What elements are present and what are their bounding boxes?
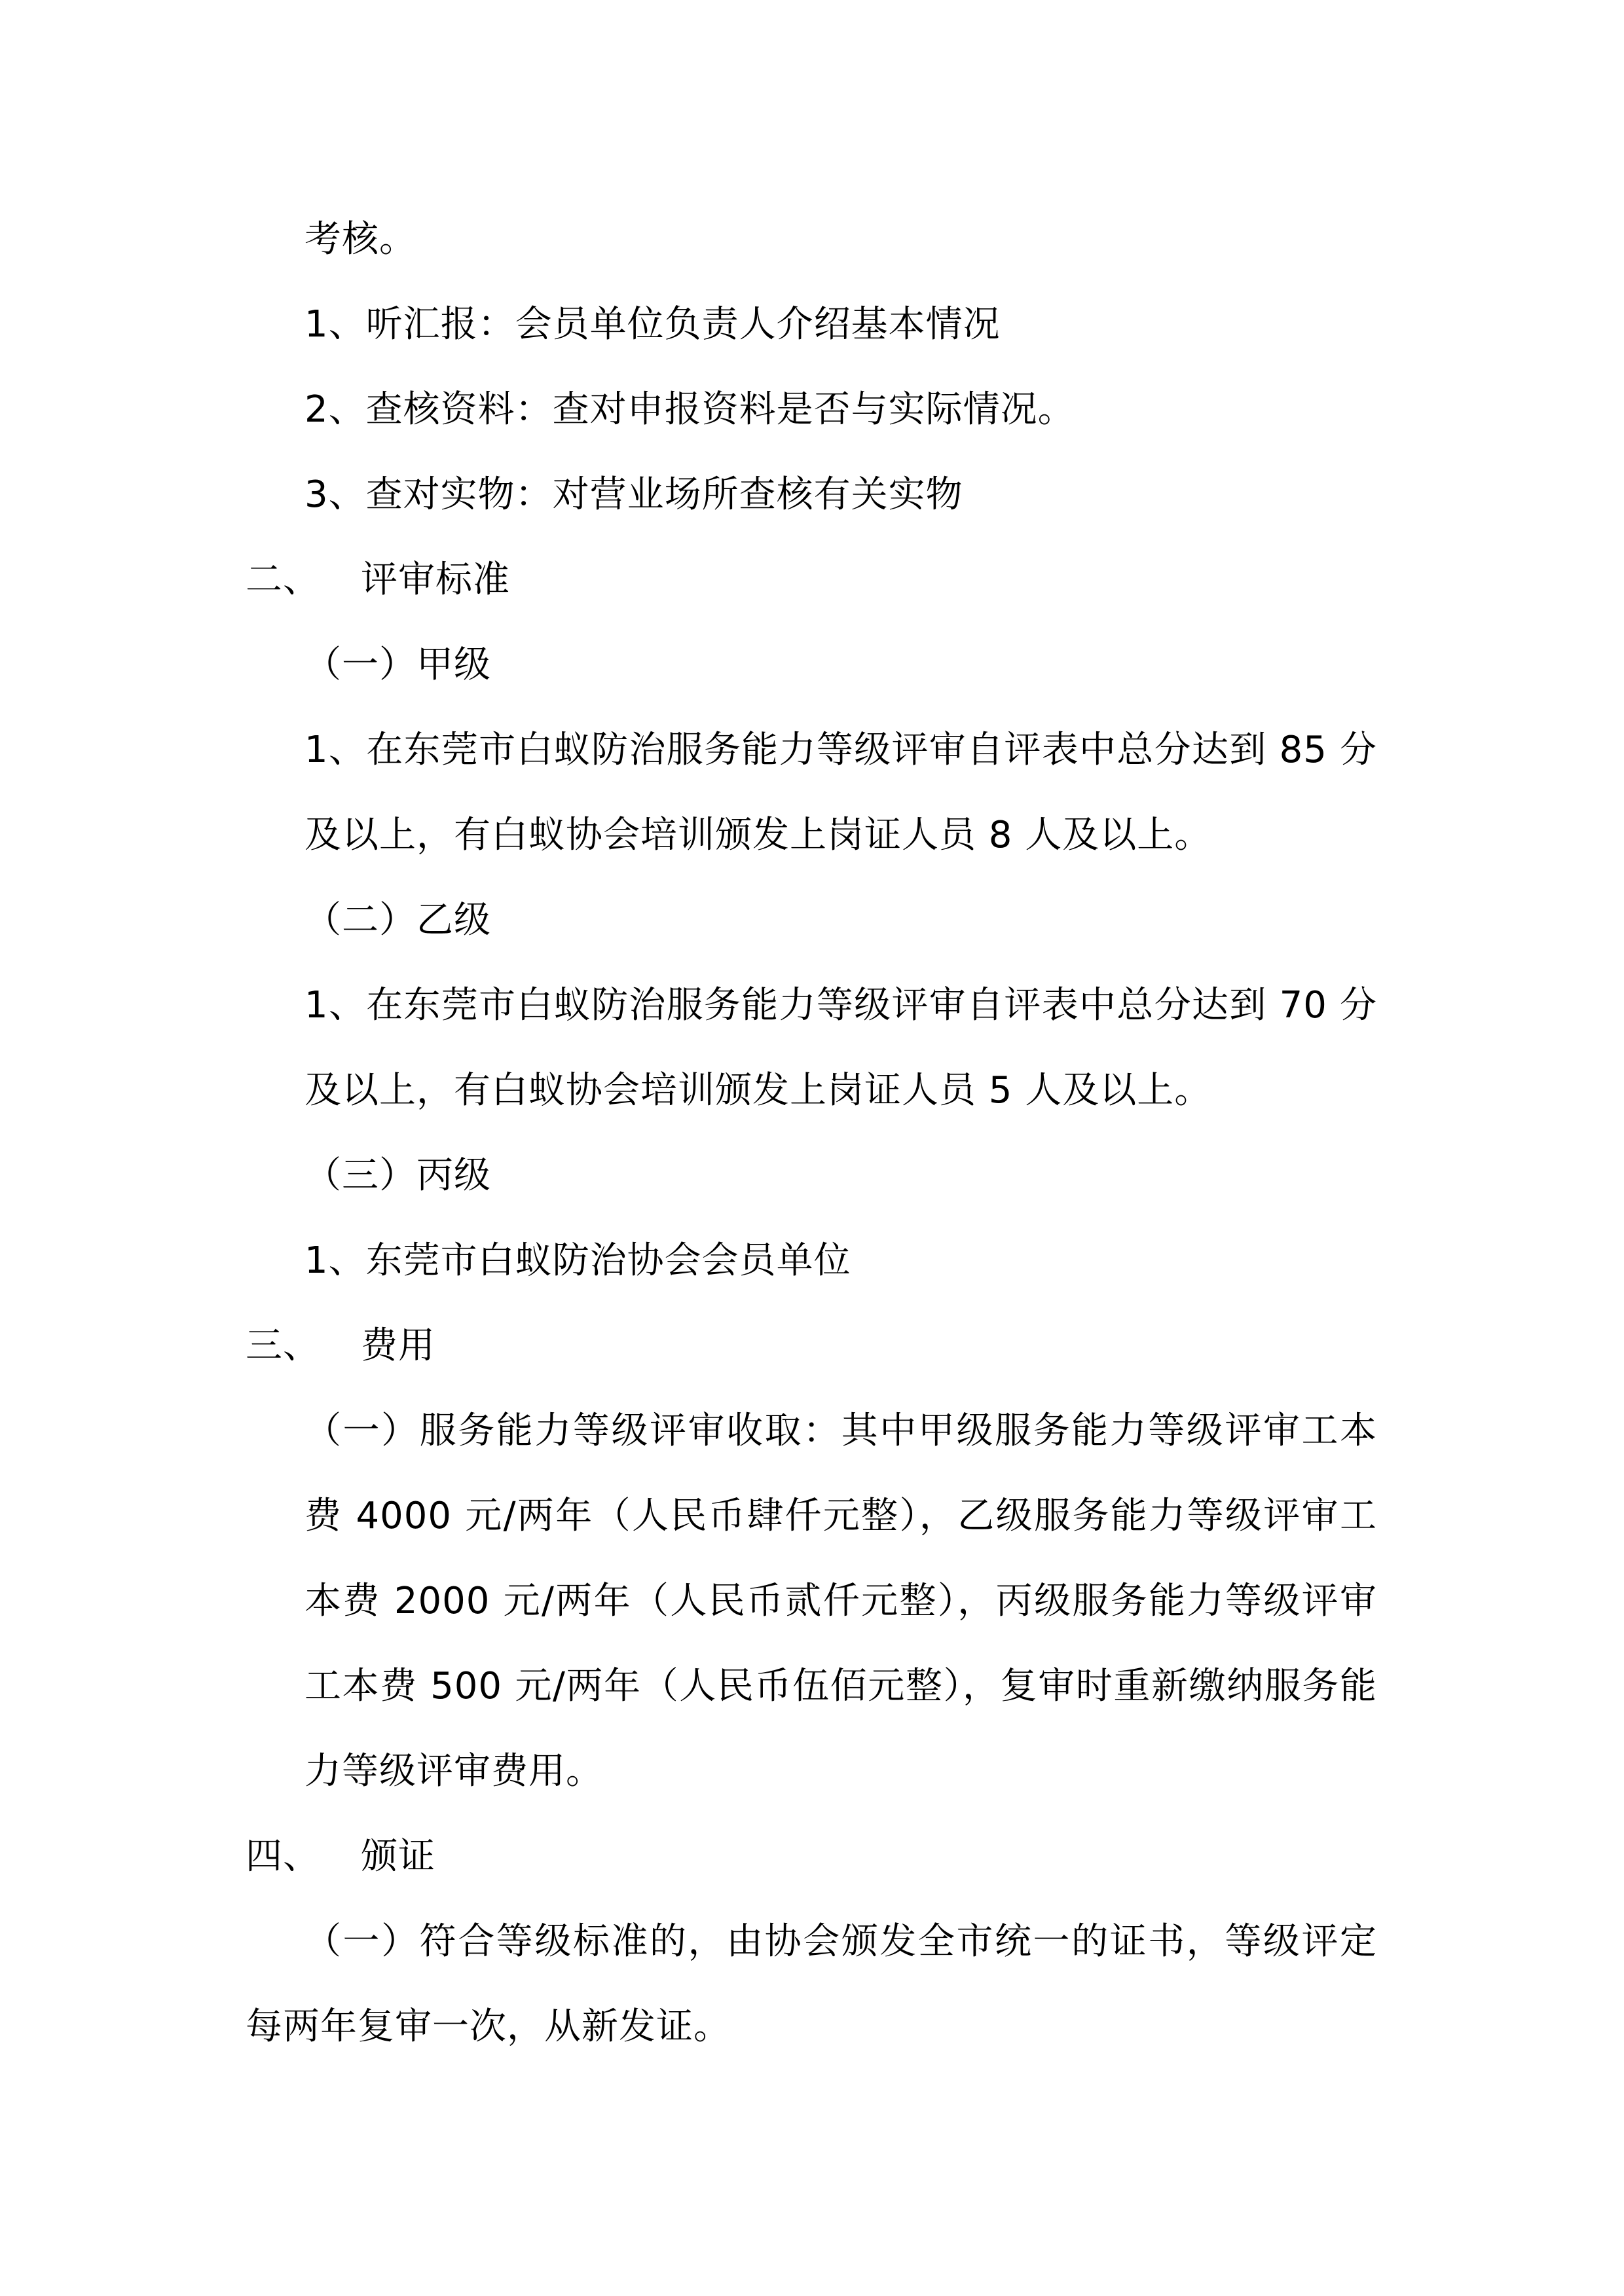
section-title: 费用 bbox=[361, 1324, 435, 1367]
fee-line-1: （一）服务能力等级评审收取：其中甲级服务能力等级评审工本 bbox=[304, 1410, 1377, 1452]
section-title: 评审标准 bbox=[361, 558, 510, 601]
grade-a-criteria-line-1: 1、在东莞市白蚁防治服务能力等级评审自评表中总分达到 85 分 bbox=[304, 729, 1377, 771]
grade-b-criteria-line-2: 及以上，有白蚁协会培训颁发上岗证人员 5 人及以上。 bbox=[304, 1069, 1212, 1112]
certification-line-2: 每两年复审一次，从新发证。 bbox=[246, 2005, 731, 2048]
grade-c-title: （三）丙级 bbox=[304, 1154, 491, 1197]
section-heading-review-standards bbox=[246, 558, 510, 601]
grade-a-criteria-line-2: 及以上，有白蚁协会培训颁发上岗证人员 8 人及以上。 bbox=[304, 814, 1212, 856]
grade-a-title: （一）甲级 bbox=[304, 644, 491, 686]
review-step-2: 2、查核资料：查对申报资料是否与实际情况。 bbox=[304, 388, 1075, 431]
fee-line-3: 本费 2000 元/两年（人民币贰仟元整），丙级服务能力等级评审 bbox=[304, 1580, 1377, 1622]
section-number: 二、 bbox=[246, 558, 320, 601]
section-title: 颁证 bbox=[361, 1835, 435, 1878]
fee-line-4: 工本费 500 元/两年（人民币伍佰元整），复审时重新缴纳服务能 bbox=[304, 1665, 1377, 1707]
grade-b-title: （二）乙级 bbox=[304, 899, 491, 941]
section-heading-certification bbox=[246, 1835, 435, 1878]
review-step-1: 1、听汇报：会员单位负责人介绍基本情况 bbox=[304, 303, 1001, 346]
grade-c-criteria-line-1: 1、东莞市白蚁防治协会会员单位 bbox=[304, 1239, 851, 1282]
paragraph-line-assessment: 考核。 bbox=[304, 218, 416, 261]
fee-line-2: 费 4000 元/两年（人民币肆仟元整），乙级服务能力等级评审工 bbox=[304, 1495, 1377, 1537]
section-number: 四、 bbox=[246, 1835, 320, 1878]
certification-line-1: （一）符合等级标准的，由协会颁发全市统一的证书，等级评定 bbox=[304, 1920, 1377, 1963]
fee-line-5: 力等级评审费用。 bbox=[304, 1750, 603, 1793]
grade-b-criteria-line-1: 1、在东莞市白蚁防治服务能力等级评审自评表中总分达到 70 分 bbox=[304, 984, 1377, 1027]
section-heading-fees bbox=[246, 1324, 435, 1367]
section-number: 三、 bbox=[246, 1324, 320, 1367]
review-step-3: 3、查对实物：对营业场所查核有关实物 bbox=[304, 473, 963, 516]
